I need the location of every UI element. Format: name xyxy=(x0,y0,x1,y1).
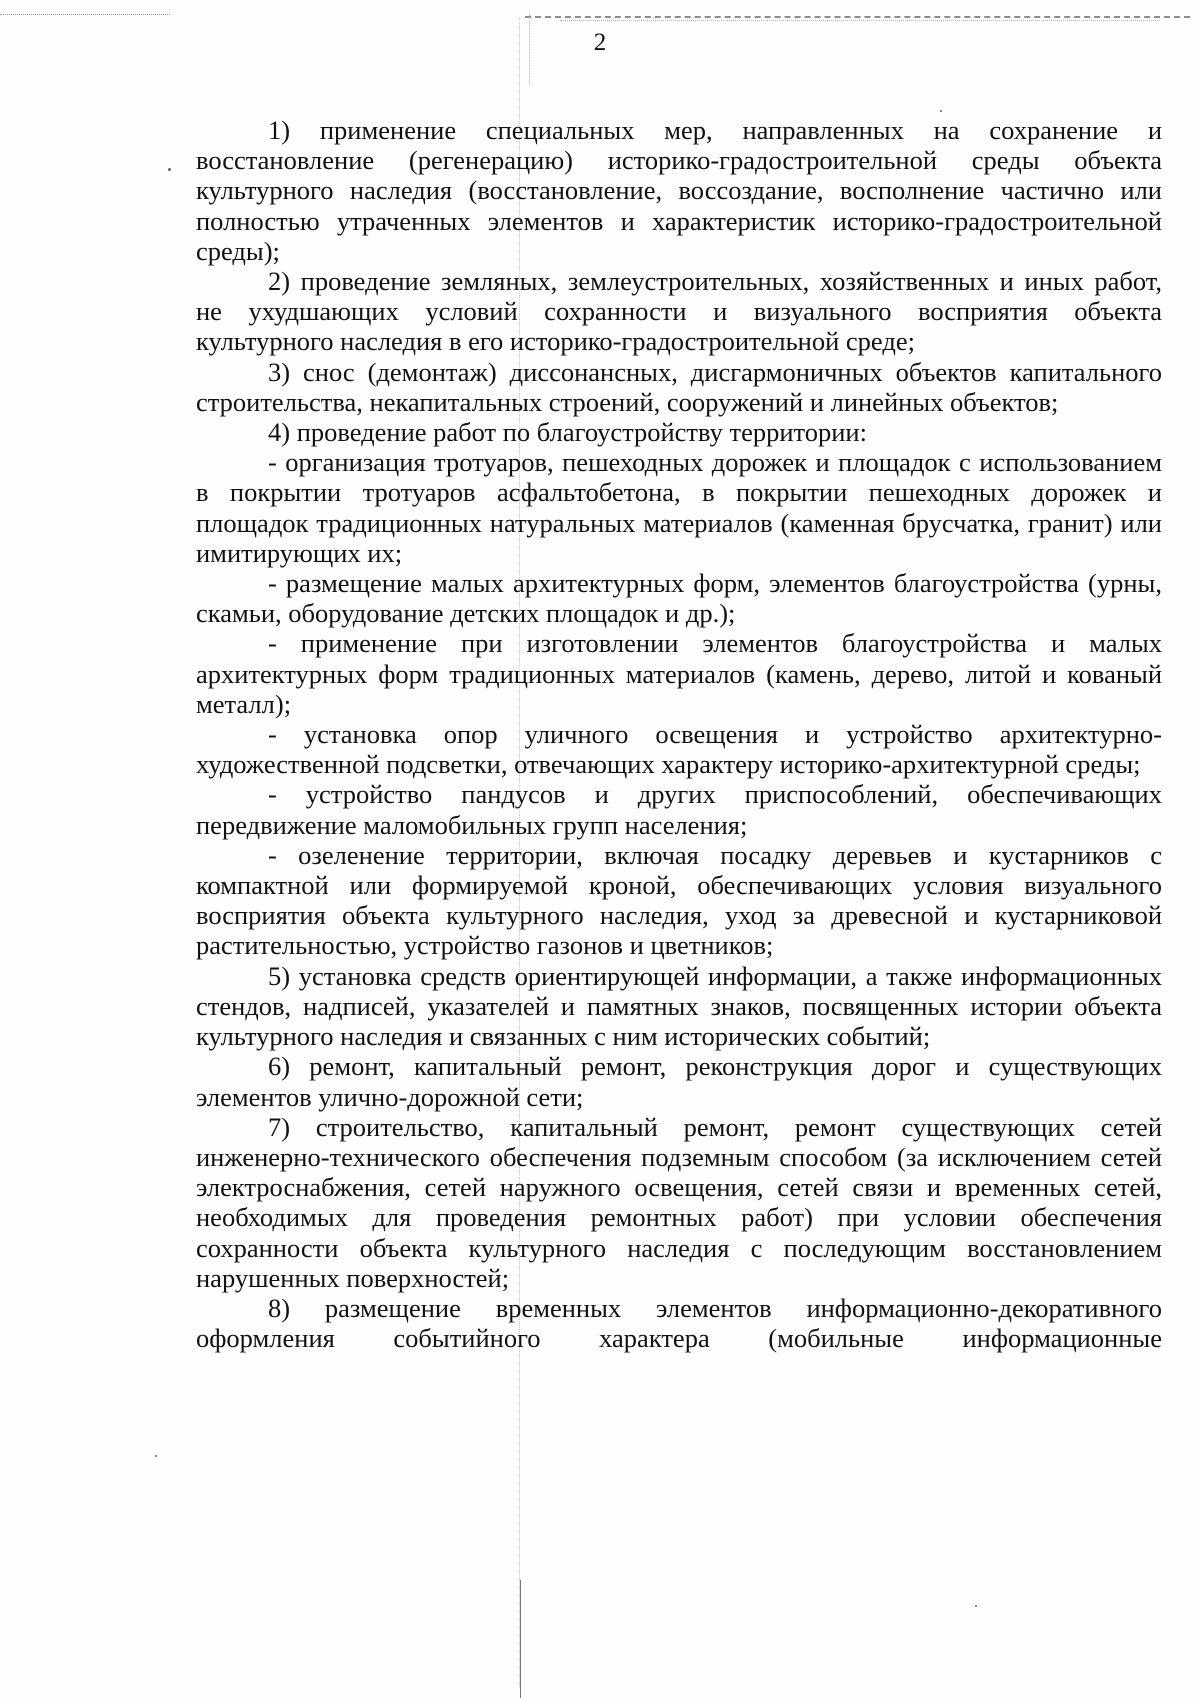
scan-speck xyxy=(975,1605,977,1607)
paragraph-item-2: 2) проведение земляных, землеустроительных, хозяйственных и иных работ, не ухудшающих условий сохранности и визуального восприятия объекта культурного наследия в его историко-градостроительной среде; xyxy=(196,266,1162,357)
scan-artifact-top-right xyxy=(525,16,1190,18)
document-body xyxy=(196,115,1162,1353)
scan-speck xyxy=(168,168,171,171)
paragraph-subitem-sidewalks: - организация тротуаров, пешеходных дорожек и площадок с использованием в покрытии тротуаров асфальтобетона, в покрытии пешеходных дорожек и площадок традиционных натуральных материалов (каменная брусчатка, гранит) или имитирующих их; xyxy=(196,447,1162,568)
scan-speck xyxy=(155,1455,157,1457)
paragraph-item-8: 8) размещение временных элементов информационно-декоративного оформления событийного характера (мобильные информационные xyxy=(196,1292,1162,1354)
paragraph-item-3: 3) снос (демонтаж) диссонансных, дисгармоничных объектов капитального строительства, некапитальных строений, сооружений и линейных объектов; xyxy=(196,356,1162,417)
paragraph-item-5: 5) установка средств ориентирующей информации, а также информационных стендов, надписей, указателей и памятных знаков, посвященных истории объекта культурного наследия и связанных с ним исторических событий; xyxy=(196,960,1162,1052)
paragraph-subitem-ramps: - устройство пандусов и других приспособлений, обеспечивающих передвижение маломобильных групп населения; xyxy=(196,779,1162,840)
paragraph-subitem-small-forms: - размещение малых архитектурных форм, элементов благоустройства (урны, скамьи, оборудование детских площадок и др.); xyxy=(196,568,1162,629)
paragraph-subitem-lighting: - установка опор уличного освещения и устройство архитектурно-художественной подсветки, отвечающих характеру историко-архитектурной среды; xyxy=(196,719,1162,780)
scan-speck xyxy=(940,110,942,112)
paragraph-subitem-materials: - применение при изготовлении элементов благоустройства и малых архитектурных форм традиционных материалов (камень, дерево, литой и кованый металл); xyxy=(196,628,1162,719)
paragraph-subitem-greening: - озеленение территории, включая посадку деревьев и кустарников с компактной или формируемой кроной, обеспечивающих условия визуального восприятия объекта культурного наследия, уход за древесной и кустарниковой растительностью, устройство газонов и цветников; xyxy=(196,839,1162,961)
paragraph-item-6: 6) ремонт, капитальный ремонт, реконструкция дорог и существующих элементов улично-дорожной сети; xyxy=(196,1051,1162,1112)
paragraph-item-4: 4) проведение работ по благоустройству территории: xyxy=(268,417,867,448)
scan-artifact-top-left xyxy=(0,14,170,15)
scan-artifact-top-right-dots xyxy=(560,20,1160,21)
page-number: 2 xyxy=(593,29,607,56)
paragraph-item-7: 7) строительство, капитальный ремонт, ремонт существующих сетей инженерно-технического обеспечения подземным способом (за исключением сетей электроснабжения, сетей наружного освещения, сетей связи и временных сетей, необходимых для проведения ремонтных работ) при условии обеспечения сохранности объекта культурного наследия с последующим восстановлением нарушенных поверхностей; xyxy=(196,1111,1162,1293)
scan-fold-line-bottom xyxy=(520,1580,521,1698)
paragraph-item-1: 1) применение специальных мер, направленных на сохранение и восстановление (регенерацию) историко-градостроительной среды объекта культурного наследия (восстановление, воссоздание, восполнение частично или полностью утраченных элементов и характеристик историко-градостроительной среды); xyxy=(196,115,1162,266)
